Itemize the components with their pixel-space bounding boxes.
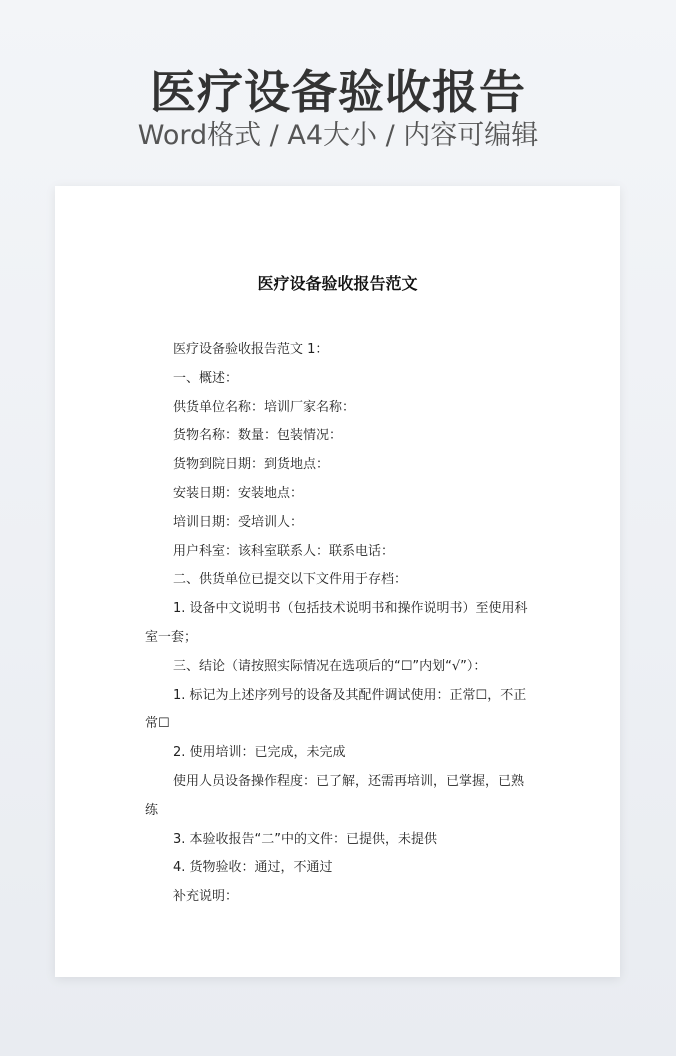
item-supplement: 补充说明： (173, 889, 239, 905)
section-heading-overview: 一、概述： (173, 370, 239, 386)
banner-title: 医疗设备验收报告 (150, 65, 526, 119)
item-acceptance: 4. 货物验收：通过，不通过 (173, 860, 333, 876)
field-user-department: 用户科室：该科室联系人：联系电话： (173, 543, 395, 559)
item-documents-provided: 3. 本验收报告“二”中的文件：已提供，未提供 (173, 831, 438, 847)
field-training-date: 培训日期：受培训人： (173, 514, 304, 530)
item-debug-result: 1. 标记为上述序列号的设备及其配件调试使用：正常☐，不正常☐ (145, 687, 527, 732)
field-install-date: 安装日期：安装地点： (173, 485, 304, 501)
field-supplier-name: 供货单位名称：培训厂家名称： (173, 399, 356, 415)
item-training: 2. 使用培训：已完成，未完成 (173, 745, 346, 761)
field-goods-name: 货物名称：数量：包装情况： (173, 428, 343, 444)
item-manual: 1. 设备中文说明书（包括技术说明书和操作说明书）至使用科室一套； (145, 601, 528, 645)
field-arrival-date: 货物到院日期：到货地点： (173, 457, 330, 473)
section-heading-documents: 二、供货单位已提交以下文件用于存档： (173, 572, 408, 588)
item-operation-level: 使用人员设备操作程度：已了解，还需再培训，已掌握，已熟练 (145, 773, 525, 818)
document-page (55, 186, 620, 977)
section-heading-conclusion: 三、结论（请按照实际情况在选项后的“☐”内划“√”）： (173, 658, 487, 674)
paragraph-1: 医疗设备验收报告范文 1： (173, 342, 329, 357)
banner-subtitle: Word格式 / A4大小 / 内容可编辑 (137, 120, 539, 151)
document-body (145, 336, 533, 912)
document-title: 医疗设备验收报告范文 (257, 274, 418, 293)
